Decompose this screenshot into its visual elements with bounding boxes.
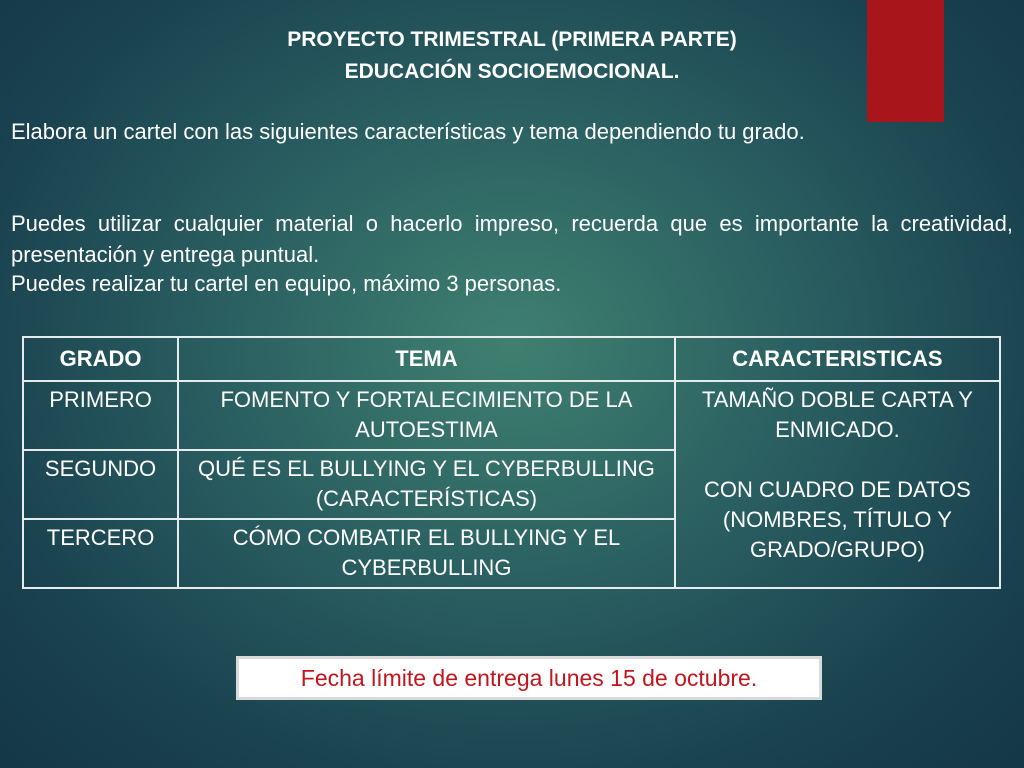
caracteristicas-part-2: CON CUADRO DE DATOS (NOMBRES, TÍTULO Y GRADO/GRUPO) bbox=[703, 477, 971, 562]
deadline-text: Fecha límite de entrega lunes 15 de octubre. bbox=[300, 665, 758, 691]
caracteristicas-spacer bbox=[680, 445, 995, 475]
cell-grado: SEGUNDO bbox=[23, 450, 178, 519]
cell-tema: FOMENTO Y FORTALECIMIENTO DE LA AUTOESTIMA bbox=[178, 381, 675, 450]
cell-caracteristicas bbox=[675, 381, 1000, 588]
column-header-grado: GRADO bbox=[23, 337, 178, 381]
cell-tema: CÓMO COMBATIR EL BULLYING Y EL CYBERBULLING bbox=[178, 519, 675, 588]
instruction-paragraph-3: Puedes realizar tu cartel en equipo, máximo 3 personas. bbox=[11, 271, 562, 296]
page-title: PROYECTO TRIMESTRAL (PRIMERA PARTE) bbox=[287, 28, 737, 51]
table-header-row bbox=[23, 337, 1000, 381]
cell-grado: PRIMERO bbox=[23, 381, 178, 450]
cell-grado: TERCERO bbox=[23, 519, 178, 588]
cell-tema: QUÉ ES EL BULLYING Y EL CYBERBULLING (CARACTERÍSTICAS) bbox=[178, 450, 675, 519]
project-table bbox=[22, 336, 1001, 589]
instruction-paragraph-2: Puedes utilizar cualquier material o hacerlo impreso, recuerda que es importante la creatividad, presentación y entrega puntual. bbox=[11, 211, 1013, 267]
page-subtitle: EDUCACIÓN SOCIOEMOCIONAL. bbox=[344, 60, 680, 83]
column-header-tema: TEMA bbox=[178, 337, 675, 381]
column-header-caracteristicas: CARACTERISTICAS bbox=[675, 337, 1000, 381]
deadline-box bbox=[236, 656, 822, 700]
instruction-paragraph-1: Elabora un cartel con las siguientes características y tema dependiendo tu grado. bbox=[11, 119, 805, 144]
table-row bbox=[23, 381, 1000, 450]
caracteristicas-part-1: TAMAÑO DOBLE CARTA Y ENMICADO. bbox=[701, 387, 973, 442]
